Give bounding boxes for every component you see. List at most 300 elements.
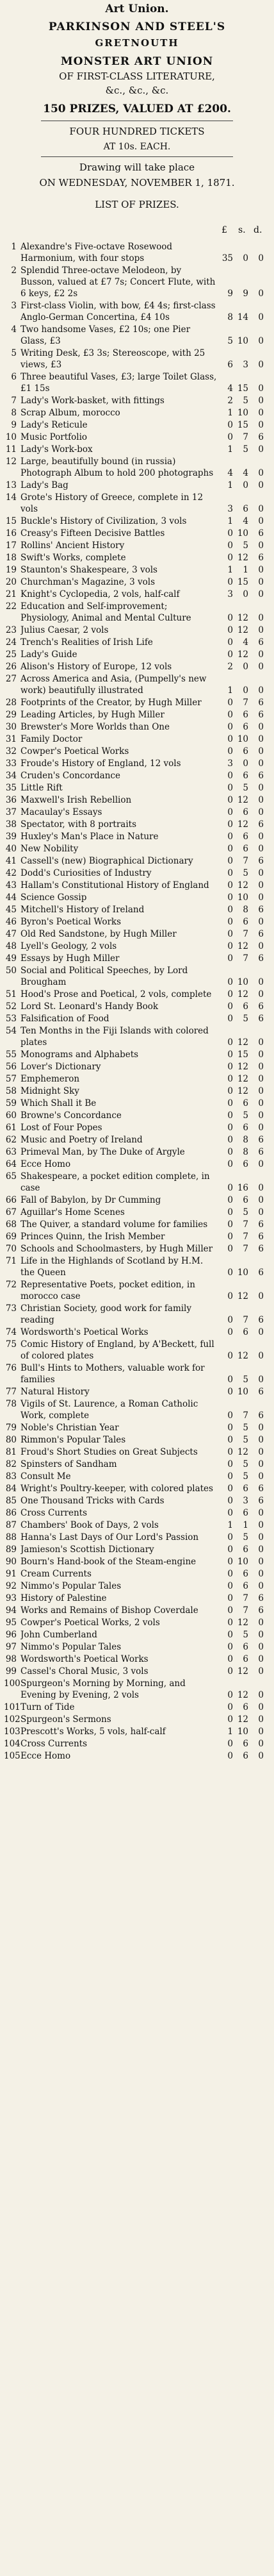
prize-value-pence: 0	[258, 989, 264, 999]
prize-number: 66	[5, 1195, 17, 1205]
prize-item	[4, 324, 270, 347]
prize-number: 50	[5, 966, 17, 976]
prize-value-pence: 6	[258, 771, 264, 781]
prize-value-pounds: 0	[227, 1135, 233, 1145]
prize-description: Lover's Dictionary	[20, 1062, 101, 1072]
prize-value-shillings: 10	[237, 528, 248, 539]
prize-value-pounds: 0	[227, 722, 233, 732]
prize-description: Lord St. Leonard's Handy Book	[20, 1001, 159, 1012]
prize-value-pounds: 0	[227, 1690, 233, 1700]
prize-description: History of Palestine	[20, 1593, 107, 1603]
prize-number: 99	[5, 1666, 17, 1677]
prize-description: Splendid Three-octave Melodeon, by Busson, valued at £7 7s; Concert Flute, with 6 keys, £2 2s	[20, 265, 216, 299]
prize-item	[4, 1471, 270, 1482]
prize-description: Midnight Sky	[20, 1086, 79, 1096]
prize-description: Princes Quinn, the Irish Member	[20, 1232, 165, 1242]
prize-number: 39	[5, 832, 17, 842]
prize-value-shillings: 12	[237, 1037, 248, 1048]
prize-number: 10	[5, 432, 17, 442]
prize-value-pounds: 1	[227, 565, 233, 575]
prize-number: 69	[5, 1232, 17, 1242]
prize-value-shillings: 6	[243, 1642, 248, 1652]
prize-description: The Quiver, a standard volume for families	[20, 1219, 208, 1230]
prize-value-pence: 0	[258, 1569, 264, 1579]
prize-number: 26	[5, 662, 17, 672]
prize-value-pounds: 35	[222, 253, 233, 263]
prize-value-shillings: 0	[243, 253, 248, 263]
prize-value-shillings: 5	[243, 1207, 248, 1217]
prize-item	[4, 456, 270, 479]
prize-number: 94	[5, 1605, 17, 1616]
prize-value-pounds: 0	[227, 880, 233, 891]
prize-description: Mitchell's History of Ireland	[20, 905, 145, 915]
prize-description: Wright's Poultry-keeper, with colored plates	[20, 1484, 213, 1494]
prize-item	[4, 1303, 270, 1326]
prize-value-pence: 0	[258, 722, 264, 732]
prize-value-shillings: 10	[237, 1557, 248, 1567]
prize-value-shillings: 5	[243, 1435, 248, 1445]
prize-value-pence: 0	[258, 1714, 264, 1725]
prize-value-shillings: 12	[237, 1291, 248, 1301]
prize-description: Large, beautifully bound (in russia) Photograph Album to hold 200 photographs	[20, 456, 214, 478]
prize-value-shillings: 5	[243, 868, 248, 878]
prize-description: Education and Self-improvement; Physiology, Animal and Mental Culture	[20, 601, 191, 623]
prize-number: 54	[5, 1026, 17, 1036]
prize-description: Creasy's Fifteen Decisive Battles	[20, 528, 165, 539]
prize-item	[4, 649, 270, 660]
prize-number: 84	[5, 1484, 17, 1494]
prize-value-pounds: 0	[227, 1581, 233, 1591]
prize-description: Spectator, with 8 portraits	[20, 819, 137, 830]
prize-value-shillings: 6	[243, 1702, 248, 1712]
prize-item	[4, 1122, 270, 1133]
prize-number: 101	[4, 1702, 20, 1712]
prize-value-shillings: 6	[243, 746, 248, 757]
prize-value-shillings: 10	[237, 336, 248, 346]
prize-item	[4, 1025, 270, 1048]
prize-description: Ten Months in the Fiji Islands with colored plates	[20, 1026, 209, 1048]
prize-value-pounds: 0	[227, 1195, 233, 1205]
prize-description: Knight's Cyclopedia, 2 vols, half-calf	[20, 589, 180, 599]
prize-description: Noble's Christian Year	[20, 1423, 119, 1433]
prize-value-pounds: 0	[227, 905, 233, 915]
prize-value-pounds: 0	[227, 1739, 233, 1749]
prize-item	[4, 928, 270, 940]
prize-value-pounds: 0	[227, 1244, 233, 1254]
prize-value-pence: 0	[258, 1423, 264, 1433]
prize-value-shillings: 12	[237, 1714, 248, 1725]
prize-description: Huxley's Man's Place in Nature	[20, 832, 159, 842]
prize-value-pence: 0	[258, 1435, 264, 1445]
prize-number: 100	[4, 1678, 20, 1689]
prize-item	[4, 855, 270, 867]
prize-value-pounds: 0	[227, 929, 233, 939]
prize-value-pounds: 0	[227, 1327, 233, 1337]
prize-value-shillings: 4	[243, 468, 248, 478]
prize-number: 34	[5, 771, 17, 781]
prize-item	[4, 1134, 270, 1146]
prize-value-pence: 0	[258, 1183, 264, 1193]
prize-value-pence: 0	[258, 613, 264, 623]
prize-item	[4, 1219, 270, 1230]
prize-description: Nimmo's Popular Tales	[20, 1581, 122, 1591]
prize-value-shillings: 15	[237, 1050, 248, 1060]
prize-value-shillings: 6	[243, 1327, 248, 1337]
prize-value-pounds: 0	[227, 1387, 233, 1397]
prize-item	[4, 407, 270, 419]
prize-value-shillings: 12	[237, 625, 248, 635]
prize-description: Cruden's Concordance	[20, 771, 120, 781]
prize-number: 15	[5, 516, 17, 526]
prize-number: 105	[4, 1751, 20, 1761]
prize-value-shillings: 7	[243, 432, 248, 442]
prize-value-pounds: 0	[227, 1147, 233, 1157]
prize-item	[4, 1666, 270, 1677]
prize-item	[4, 1556, 270, 1568]
prize-value-pence: 6	[258, 698, 264, 708]
prize-value-shillings: 7	[243, 1315, 248, 1325]
prize-description: Ecce Homo	[20, 1751, 71, 1761]
prize-description: One Thousand Tricks with Cards	[20, 1496, 165, 1506]
prize-value-shillings: 6	[243, 1569, 248, 1579]
prize-value-shillings: 15	[237, 577, 248, 587]
prize-number: 44	[5, 892, 17, 903]
prize-value-shillings: 5	[243, 783, 248, 793]
prize-item	[4, 1362, 270, 1385]
prize-number: 12	[5, 456, 17, 467]
prize-description: Grote's History of Greece, complete in 12 vols	[20, 492, 204, 514]
prize-value-pounds: 0	[227, 1544, 233, 1555]
prize-value-pounds: 1	[227, 480, 233, 490]
prize-number: 98	[5, 1654, 17, 1664]
prize-number: 47	[5, 929, 17, 939]
prize-value-pence: 6	[258, 856, 264, 866]
prize-description: Spurgeon's Morning by Morning, and Evening by Evening, 2 vols	[20, 1678, 186, 1700]
prize-number: 85	[5, 1496, 17, 1506]
advertiser-town: GRETNOUTH	[95, 37, 179, 49]
prize-value-pence: 0	[258, 336, 264, 346]
prize-value-pounds: 0	[227, 1593, 233, 1603]
prize-item	[4, 1678, 270, 1701]
prize-description: John Cumberland	[20, 1630, 97, 1640]
prize-value-shillings: 12	[237, 1447, 248, 1457]
prize-description: Hallam's Constitutional History of England	[20, 880, 209, 891]
prize-description: Representative Poets, pocket edition, in morocco case	[20, 1280, 195, 1301]
prize-value-pence: 0	[258, 892, 264, 903]
prize-value-pence: 0	[258, 625, 264, 635]
prize-item	[4, 989, 270, 1000]
prize-value-shillings: 12	[237, 613, 248, 623]
prize-item	[4, 1386, 270, 1398]
prize-value-pence: 0	[258, 396, 264, 406]
prize-value-shillings: 7	[243, 1219, 248, 1230]
prize-value-shillings: 5	[243, 1532, 248, 1543]
prize-description: Across America and Asia, (Pumpelly's new work) beautifully illustrated	[20, 674, 207, 696]
prize-value-shillings: 15	[237, 420, 248, 430]
prize-number: 17	[5, 540, 17, 551]
prize-value-pounds: 2	[227, 662, 233, 672]
prize-value-pence: 0	[258, 1471, 264, 1482]
prize-value-pence: 0	[258, 1630, 264, 1640]
prize-value-pence: 0	[258, 1581, 264, 1591]
prize-value-pounds: 0	[227, 1050, 233, 1060]
prize-description: Cream Currents	[20, 1569, 92, 1579]
prize-item	[4, 1073, 270, 1085]
prize-item	[4, 1544, 270, 1555]
prize-value-pounds: 0	[227, 1086, 233, 1096]
prize-value-shillings: 1	[243, 565, 248, 575]
prize-number: 38	[5, 819, 17, 830]
prize-item	[4, 601, 270, 624]
prize-value-pence: 6	[258, 710, 264, 720]
prize-description: Little Rift	[20, 783, 63, 793]
prize-item	[4, 1519, 270, 1531]
prize-item	[4, 1593, 270, 1604]
prize-description: Life in the Highlands of Scotland by H.M. the Queen	[20, 1256, 204, 1278]
prize-description: Music and Poetry of Ireland	[20, 1135, 143, 1145]
prize-number: 56	[5, 1062, 17, 1072]
prize-value-shillings: 6	[243, 1751, 248, 1761]
prize-value-pounds: 0	[227, 1532, 233, 1543]
prize-number: 59	[5, 1098, 17, 1108]
prize-value-shillings: 6	[243, 917, 248, 927]
prize-value-pounds: 0	[227, 1110, 233, 1121]
prize-value-shillings: 12	[237, 649, 248, 660]
prize-value-pence: 0	[258, 360, 264, 370]
prize-description: Rimmon's Popular Tales	[20, 1435, 126, 1445]
prize-value-pence: 0	[258, 977, 264, 987]
prize-description: Byron's Poetical Works	[20, 917, 122, 927]
prize-item	[4, 1194, 270, 1206]
prize-description: Churchman's Magazine, 3 vols	[20, 577, 156, 587]
prize-value-pounds: 0	[227, 1001, 233, 1012]
col-shillings: s.	[238, 225, 246, 235]
prize-value-pence: 0	[258, 917, 264, 927]
prize-value-pence: 6	[258, 1387, 264, 1397]
prize-value-shillings: 6	[243, 1654, 248, 1664]
prize-value-pounds: 0	[227, 1642, 233, 1652]
prize-value-pounds: 2	[227, 396, 233, 406]
prize-description: Consult Me	[20, 1471, 71, 1482]
prize-item	[4, 770, 270, 782]
prize-value-shillings: 5	[243, 1459, 248, 1469]
prize-value-shillings: 12	[237, 1074, 248, 1084]
prize-value-shillings: 4	[243, 516, 248, 526]
prize-number: 41	[5, 856, 17, 866]
prize-number: 82	[5, 1459, 17, 1469]
prize-value-pounds: 4	[227, 468, 233, 478]
prize-item	[4, 1171, 270, 1194]
prize-description: Three beautiful Vases, £3; large Toilet Glass, £1 15s	[20, 372, 217, 394]
prize-value-shillings: 12	[237, 553, 248, 563]
prize-value-shillings: 12	[237, 1618, 248, 1628]
prize-value-pence: 0	[258, 1195, 264, 1205]
prize-value-shillings: 10	[237, 977, 248, 987]
prize-value-shillings: 6	[243, 1123, 248, 1133]
prize-item	[4, 1702, 270, 1713]
prize-value-pounds: 0	[227, 577, 233, 587]
prize-value-pence: 0	[258, 795, 264, 805]
prize-item	[4, 1110, 270, 1121]
prize-value-pounds: 0	[227, 1751, 233, 1761]
prize-value-pounds: 0	[227, 1702, 233, 1712]
prize-item	[4, 1750, 270, 1762]
prize-value-shillings: 6	[243, 1098, 248, 1108]
prize-value-pence: 6	[258, 553, 264, 563]
prize-value-pence: 0	[258, 734, 264, 744]
prize-value-pence: 0	[258, 1618, 264, 1628]
prize-description: Turn of Tide	[20, 1702, 75, 1712]
prize-value-pounds: 0	[227, 1098, 233, 1108]
prize-value-pounds: 0	[227, 432, 233, 442]
prize-value-shillings: 12	[237, 795, 248, 805]
prize-value-pounds: 0	[227, 1459, 233, 1469]
prize-item	[4, 673, 270, 696]
prize-item	[4, 916, 270, 928]
prize-value-shillings: 5	[243, 1630, 248, 1640]
prize-description: Hanna's Last Days of Our Lord's Passion	[20, 1532, 199, 1543]
prize-item	[4, 1001, 270, 1012]
prize-item	[4, 807, 270, 818]
prize-item	[4, 515, 270, 527]
prize-number: 53	[5, 1014, 17, 1024]
prize-number: 62	[5, 1135, 17, 1145]
prize-description: Cowper's Poetical Works	[20, 746, 129, 757]
prize-value-pounds: 0	[227, 1219, 233, 1230]
prize-item	[4, 528, 270, 539]
prize-number: 33	[5, 758, 17, 769]
advertiser-name: PARKINSON AND STEEL'S	[48, 21, 226, 33]
prize-description: Bourn's Hand-book of the Steam-engine	[20, 1557, 197, 1567]
prize-description: Schools and Schoolmasters, by Hugh Miller	[20, 1244, 213, 1254]
prize-value-shillings: 7	[243, 698, 248, 708]
prize-value-shillings: 0	[243, 758, 248, 769]
prize-value-pounds: 0	[227, 1037, 233, 1048]
prize-value-pence: 6	[258, 905, 264, 915]
prize-value-pence: 0	[258, 1207, 264, 1217]
prize-number: 25	[5, 649, 17, 660]
prize-number: 78	[5, 1399, 17, 1409]
prize-value-shillings: 3	[243, 1496, 248, 1506]
prize-value-pounds: 0	[227, 977, 233, 987]
prize-number: 55	[5, 1050, 17, 1060]
prize-value-shillings: 12	[237, 1351, 248, 1361]
prize-value-pence: 6	[258, 953, 264, 964]
prize-value-pence: 0	[258, 540, 264, 551]
prize-value-pounds: 3	[227, 504, 233, 514]
prize-value-pounds: 0	[227, 832, 233, 842]
prize-item	[4, 1629, 270, 1641]
prize-value-shillings: 7	[243, 1244, 248, 1254]
prize-value-pounds: 0	[227, 1569, 233, 1579]
prize-number: 5	[11, 348, 17, 358]
prize-number: 92	[5, 1581, 17, 1591]
prize-value-pence: 0	[258, 1062, 264, 1072]
prize-value-shillings: 6	[243, 1484, 248, 1494]
prize-description: Maxwell's Irish Rebellion	[20, 795, 132, 805]
prize-number: 76	[5, 1363, 17, 1373]
prize-value-pence: 0	[258, 1037, 264, 1048]
prize-number: 67	[5, 1207, 17, 1217]
prize-value-pence: 0	[258, 589, 264, 599]
prize-value-pence: 0	[258, 1751, 264, 1761]
prize-value-pence: 6	[258, 1232, 264, 1242]
prize-value-pence: 6	[258, 528, 264, 539]
prize-number: 20	[5, 577, 17, 587]
prize-value-pence: 0	[258, 1447, 264, 1457]
prize-value-pounds: 0	[227, 1315, 233, 1325]
prize-item	[4, 1243, 270, 1255]
prize-description: Fall of Babylon, by Dr Cumming	[20, 1195, 161, 1205]
prize-description: Dodd's Curiosities of Industry	[20, 868, 152, 878]
prize-value-pence: 0	[258, 832, 264, 842]
prize-value-shillings: 3	[243, 360, 248, 370]
prize-item	[4, 1714, 270, 1725]
prize-description: First-class Violin, with bow, £4 4s; first-class Anglo-German Concertina, £4 10s	[20, 301, 216, 322]
prize-value-pence: 0	[258, 504, 264, 514]
prize-description: Trench's Realities of Irish Life	[20, 637, 153, 648]
prize-item	[4, 733, 270, 745]
prize-value-shillings: 12	[237, 819, 248, 830]
prize-value-pence: 0	[258, 685, 264, 696]
prize-item	[4, 941, 270, 952]
prize-value-pence: 6	[258, 1147, 264, 1157]
prize-number: 64	[5, 1159, 17, 1169]
prize-number: 28	[5, 698, 17, 708]
prize-number: 87	[5, 1520, 17, 1530]
prize-value-pence: 6	[258, 929, 264, 939]
prize-number: 21	[5, 589, 17, 599]
prize-value-pounds: 0	[227, 1232, 233, 1242]
prize-number: 2	[11, 265, 17, 276]
prize-value-pence: 0	[258, 1520, 264, 1530]
prize-value-pounds: 0	[227, 1484, 233, 1494]
prize-number: 72	[5, 1280, 17, 1290]
prize-value-shillings: 8	[243, 1147, 248, 1157]
prize-number: 1	[11, 242, 17, 252]
prize-description: New Nobility	[20, 844, 79, 854]
prize-description: Writing Desk, £3 3s; Stereoscope, with 25 views, £3	[20, 348, 206, 370]
prize-number: 6	[11, 372, 17, 382]
prize-number: 30	[5, 722, 17, 732]
prize-value-pounds: 0	[227, 807, 233, 817]
prize-value-shillings: 6	[243, 504, 248, 514]
event-categories: &c., &c., &c.	[105, 85, 169, 96]
prize-description: Cowper's Poetical Works, 2 vols	[20, 1618, 160, 1628]
prize-value-pounds: 0	[227, 1435, 233, 1445]
prize-value-shillings: 6	[243, 1544, 248, 1555]
prize-description: Falsification of Food	[20, 1014, 109, 1024]
prize-description: Lady's Work-box	[20, 444, 93, 455]
prize-number: 90	[5, 1557, 17, 1567]
prize-number: 36	[5, 795, 17, 805]
prize-value-shillings: 6	[243, 1739, 248, 1749]
prize-value-shillings: 5	[243, 1375, 248, 1385]
prize-value-shillings: 6	[243, 844, 248, 854]
col-pounds: £	[222, 225, 227, 235]
prize-number: 11	[5, 444, 17, 455]
prize-description: Emphemeron	[20, 1074, 80, 1084]
prize-description: Wordsworth's Poetical Works	[20, 1327, 149, 1337]
prize-description: Lyell's Geology, 2 vols	[20, 941, 117, 951]
prize-description: Macaulay's Essays	[20, 807, 102, 817]
prize-item	[4, 431, 270, 443]
prize-value-shillings: 10	[237, 734, 248, 744]
prize-value-shillings: 7	[243, 1410, 248, 1421]
prize-item	[4, 395, 270, 406]
prize-description: Family Doctor	[20, 734, 83, 744]
prize-value-pence: 0	[258, 649, 264, 660]
